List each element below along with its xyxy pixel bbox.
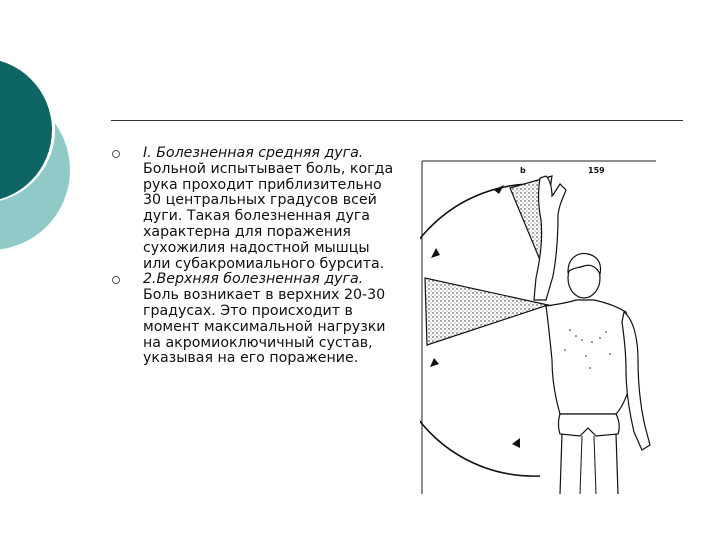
circle-bullet-icon bbox=[112, 150, 120, 158]
lowered-arm bbox=[622, 312, 650, 450]
figure-letter: b bbox=[520, 166, 526, 175]
circle-bullet-icon bbox=[112, 276, 120, 284]
arrow-icon bbox=[431, 248, 440, 258]
figure-page-number: 159 bbox=[588, 166, 605, 175]
bullet-heading: I. Болезненная средняя дуга. bbox=[143, 145, 364, 161]
torso bbox=[546, 300, 631, 414]
shorts bbox=[559, 414, 620, 436]
painful-arc-illustration bbox=[420, 160, 660, 495]
arrow-icon bbox=[512, 438, 520, 448]
bullet-item-upper-arc bbox=[112, 272, 397, 367]
bullet-text: Боль возникает в верхних 20-30 градусах. Это происходит в момент максимальной нагрузки на акромиоключичный сустав, указывая на его поражение. bbox=[143, 287, 386, 367]
left-leg bbox=[560, 434, 562, 494]
title-divider bbox=[111, 120, 683, 121]
middle-painful-arc-sector bbox=[425, 278, 548, 345]
right-leg bbox=[616, 434, 618, 494]
bullet-heading: 2.Верхняя болезненная дуга. bbox=[143, 271, 364, 288]
inner-legs bbox=[580, 436, 596, 494]
arrow-icon bbox=[430, 358, 439, 367]
bullet-item-middle-arc bbox=[112, 146, 397, 272]
bullet-text: Больной испытывает боль, когда рука проходит приблизительно 30 центральных градусов всей дуги. Такая болезненная дуга характерна для поражения сухожилия надостной мышцы или субакромиального бурсита. bbox=[143, 160, 394, 272]
arrow-icon bbox=[494, 185, 504, 194]
decorative-circles bbox=[0, 0, 120, 300]
bullet-list bbox=[112, 146, 397, 367]
